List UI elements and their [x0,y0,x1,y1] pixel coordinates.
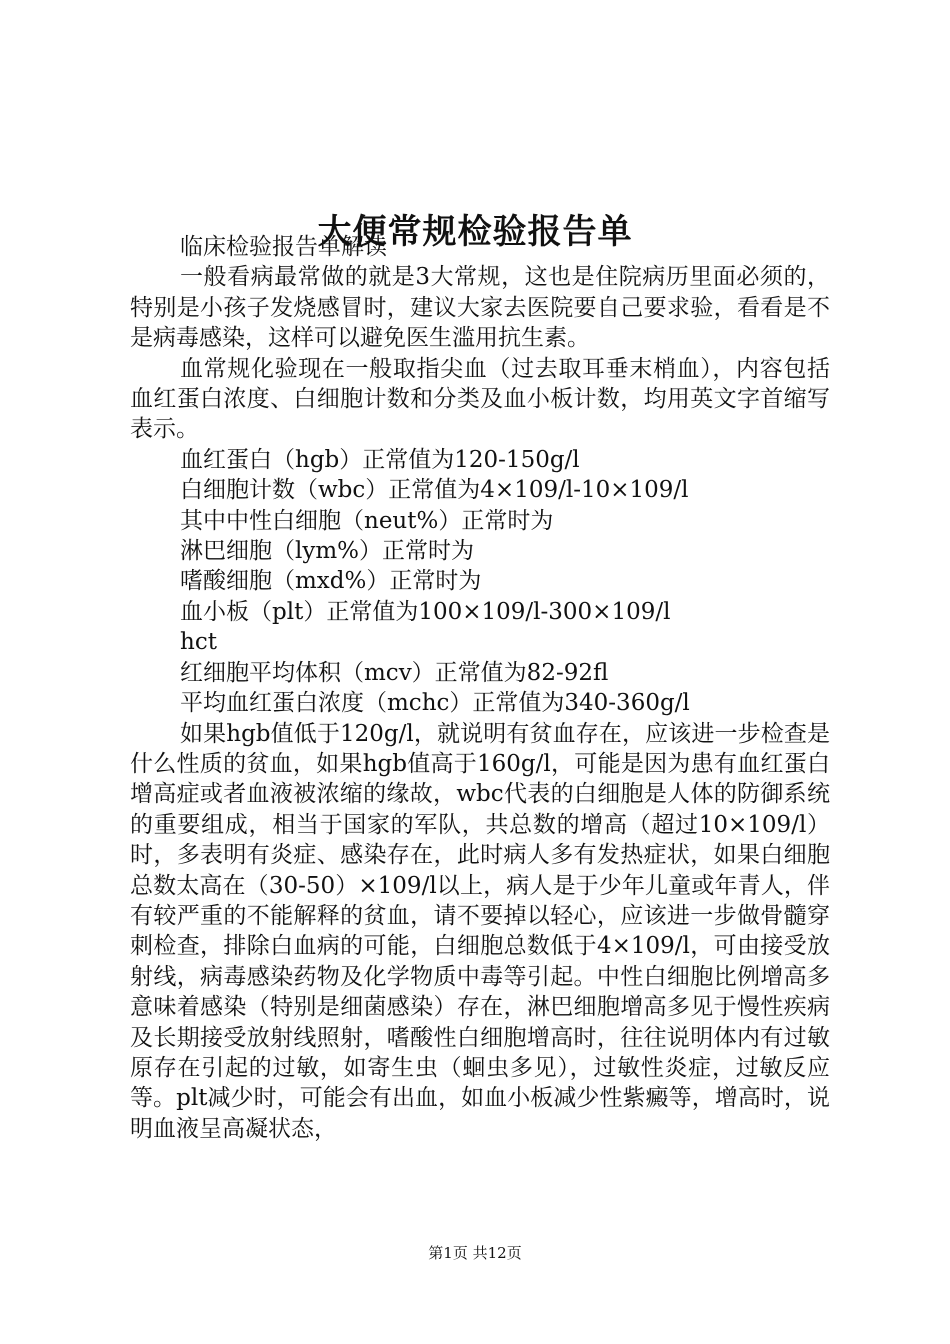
paragraph-interpretation: 如果hgb值低于120g/l，就说明有贫血存在，应该进一步检查是什么性质的贫血，如果hgb值高于160g/l，可能是因为患有血红蛋白增高症或者血液被浓缩的缘故，wbc代表的白细胞是人体的防御系统的重要组成，相当于国家的军队，共总数的增高（超过10×109/l）时，多表明有炎症、感染存在，此时病人多有发热症状，如果白细胞总数太高在（30-50）×109/l以上，病人是于少年儿童或年青人，伴有较严重的不能解释的贫血，请不要掉以轻心，应该进一步做骨髓穿刺检查，排除白血病的可能，白细胞总数低于4×109/l，可由接受放射线，病毒感染药物及化学物质中毒等引起。中性白细胞比例增高多意味着感染（特别是细菌感染）存在，淋巴细胞增高多见于慢性疾病及长期接受放射线照射，嗜酸性白细胞增高时，往往说明体内有过敏原存在引起的过敏，如寄生虫（蛔虫多见），过敏性炎症，过敏反应等。plt减少时，可能会有出血，如血小板减少性紫癜等，增高时，说明血液呈高凝状态， [130,720,830,1142]
paragraph-subtitle: 临床检验报告单解读 [180,234,387,260]
line-mchc-normal: 平均血红蛋白浓度（mchc）正常值为340-360g/l [180,690,690,717]
paragraph-intro: 一般看病最常做的就是3大常规，这也是住院病历里面必须的，特别是小孩子发烧感冒时，建议大家去医院要自己要求验，看看是不是病毒感染，这样可以避免医生滥用抗生素。 [130,264,830,352]
document-body [130,232,830,1144]
line-lym-normal: 淋巴细胞（lym%）正常时为 [180,538,475,565]
page-title: 大便常规检验报告单 [317,211,633,252]
line-plt-normal: 血小板（plt）正常值为100×109/l-300×109/l [180,598,671,625]
line-wbc-normal: 白细胞计数（wbc）正常值为4×109/l-10×109/l [180,477,689,504]
line-neut-normal: 其中中性白细胞（neut%）正常时为 [180,507,554,534]
page-footer: 第1页 共12页 [428,1244,522,1262]
line-hct: hct [180,629,217,656]
line-hgb-normal: 血红蛋白（hgb）正常值为120-150g/l [180,446,580,473]
line-mcv-normal: 红细胞平均体积（mcv）正常值为82-92fl [180,659,609,686]
line-mxd-normal: 嗜酸细胞（mxd%）正常时为 [180,568,482,595]
paragraph-blood-routine: 血常规化验现在一般取指尖血（过去取耳垂末梢血），内容包括血红蛋白浓度、白细胞计数和分类及血小板计数，均用英文字首缩写表示。 [130,355,830,443]
